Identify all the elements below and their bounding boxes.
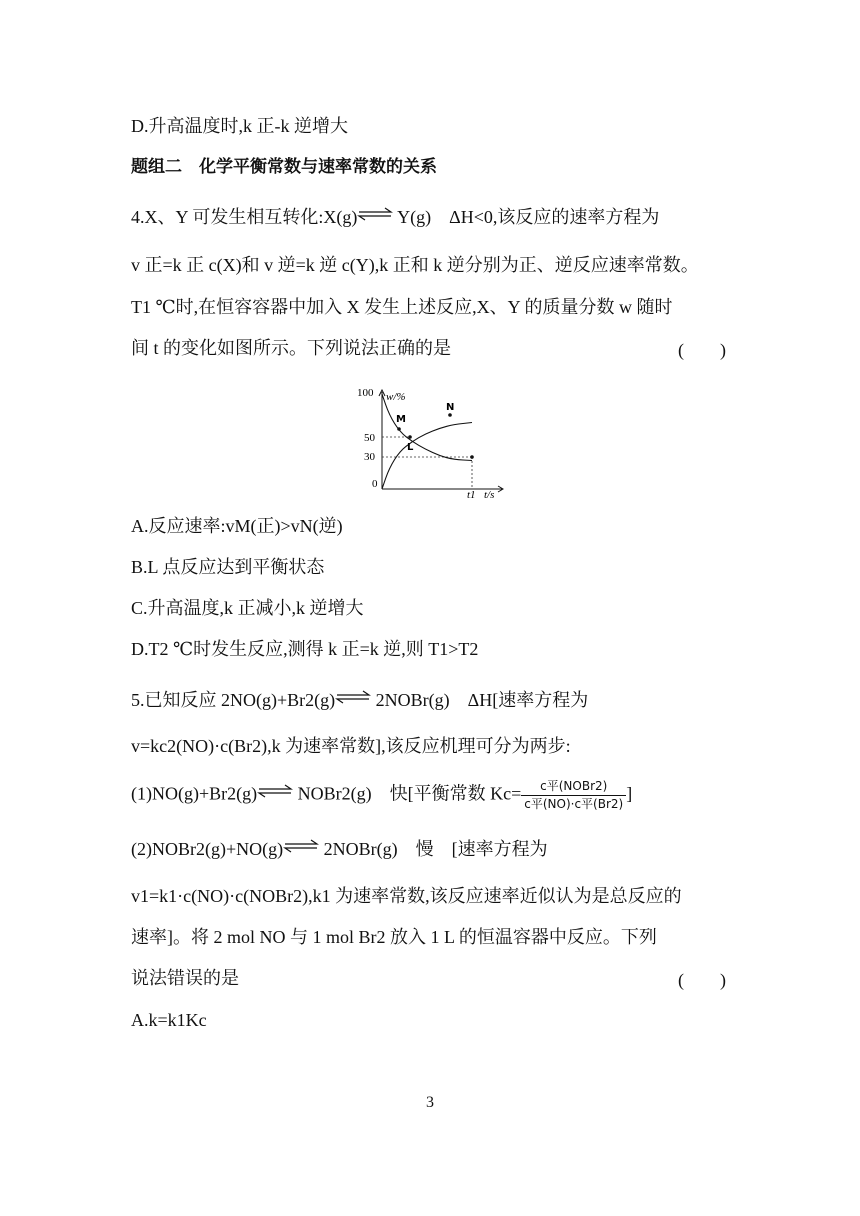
y-tick-30: 30 — [364, 451, 375, 463]
label-m: M — [396, 414, 406, 425]
option-3d: D.升高温度时,k 正-k 逆增大 — [131, 116, 348, 136]
y-tick-50: 50 — [364, 432, 375, 444]
q5-line1 — [131, 688, 588, 712]
q4-line2: v 正=k 正 c(X)和 v 逆=k 逆 c(Y),k 正和 k 逆分别为正、逆反应速率常数。 — [131, 255, 699, 275]
q4-option-c: C.升高温度,k 正减小,k 逆增大 — [131, 598, 364, 618]
equilibrium-arrow-icon — [335, 690, 371, 704]
q5-step1 — [131, 779, 632, 812]
y-axis-label: w/% — [386, 391, 406, 403]
kc-numerator: c平(NOBr2) — [521, 779, 626, 796]
label-n: N — [446, 402, 455, 413]
equilibrium-arrow-icon — [283, 839, 319, 853]
q5-step1-a: (1)NO(g)+Br2(g) — [131, 783, 258, 804]
point-l — [408, 435, 412, 439]
series-x-curve — [382, 394, 472, 461]
page-number: 3 — [426, 1094, 434, 1111]
q4-option-b: B.L 点反应达到平衡状态 — [131, 557, 325, 577]
series-y-curve — [382, 423, 472, 490]
q4-line1-b: Y(g) ΔH<0,该反应的速率方程为 — [393, 207, 660, 227]
y-tick-100: 100 — [357, 387, 374, 399]
q5-line5: v1=k1·c(NO)·c(NOBr2),k1 为速率常数,该反应速率近似认为是总反应的 — [131, 886, 682, 906]
q4-answer-bracket: ( ) — [678, 340, 726, 360]
q5-option-a: A.k=k1Kc — [131, 1010, 207, 1030]
equilibrium-arrow-icon — [257, 784, 293, 798]
q5-answer-bracket: ( ) — [678, 970, 726, 990]
q4-option-d: D.T2 ℃时发生反应,测得 k 正=k 逆,则 T1>T2 — [131, 639, 479, 659]
q5-line7: 说法错误的是 — [131, 968, 239, 988]
label-l: L — [407, 442, 414, 453]
y-tick-0: 0 — [372, 478, 378, 490]
q5-step1-end: ] — [626, 783, 633, 804]
q4-line4: 间 t 的变化如图所示。下列说法正确的是 — [131, 338, 451, 358]
kc-fraction — [521, 779, 626, 812]
x-axis-label: t/s — [484, 489, 495, 501]
q5-step2 — [131, 837, 548, 861]
point-n — [448, 413, 452, 417]
q4-line3: T1 ℃时,在恒容容器中加入 X 发生上述反应,X、Y 的质量分数 w 随时 — [131, 297, 673, 317]
section-heading: 题组二 化学平衡常数与速率常数的关系 — [131, 157, 437, 177]
q5-line6: 速率]。将 2 mol NO 与 1 mol Br2 放入 1 L 的恒温容器中反应。下列 — [131, 927, 657, 947]
q5-step1-b: NOBr2(g) 快[平衡常数 Kc= — [293, 783, 522, 804]
q5-line1-b: 2NOBr(g) ΔH[速率方程为 — [371, 690, 589, 710]
point-m — [397, 427, 401, 431]
x-tick-t1: t1 — [467, 489, 476, 501]
chart-w-vs-t — [350, 384, 510, 502]
q5-line1-a: 5.已知反应 2NO(g)+Br2(g) — [131, 690, 336, 710]
q4-line1 — [131, 205, 659, 229]
q5-step2-a: (2)NOBr2(g)+NO(g) — [131, 839, 284, 859]
point-t1 — [470, 455, 474, 459]
q5-step2-b: 2NOBr(g) 慢 [速率方程为 — [319, 839, 548, 859]
q5-line2: v=kc2(NO)·c(Br2),k 为速率常数],该反应机理可分为两步: — [131, 736, 571, 756]
q4-line1-a: 4.X、Y 可发生相互转化:X(g) — [131, 207, 358, 227]
equilibrium-arrow-icon — [357, 207, 393, 221]
q4-option-a: A.反应速率:vM(正)>vN(逆) — [131, 516, 343, 536]
kc-denominator: c平(NO)·c平(Br2) — [524, 797, 624, 811]
